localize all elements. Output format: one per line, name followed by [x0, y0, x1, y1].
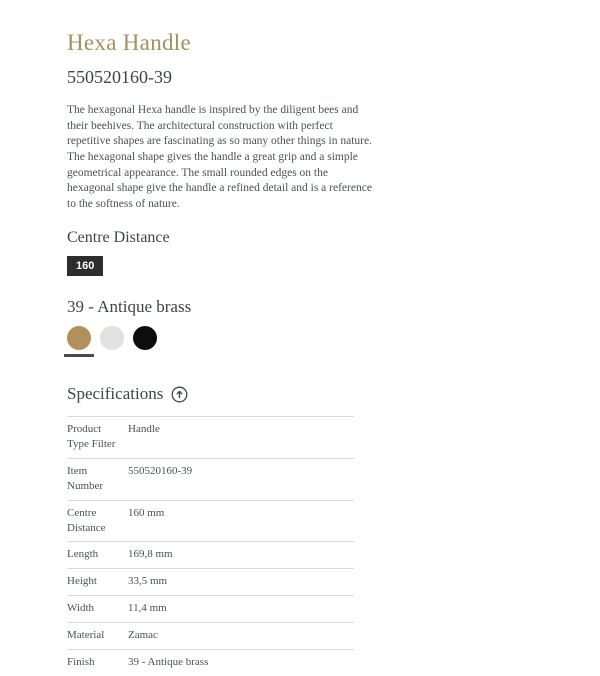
- table-row: [67, 622, 354, 649]
- spec-value: 39 - Antique brass: [128, 655, 209, 668]
- spec-label: Finish: [67, 655, 95, 668]
- swatch-off-white-circle: [100, 326, 124, 350]
- spec-value: Zamac: [128, 628, 158, 641]
- spec-value: 33,5 mm: [128, 575, 168, 588]
- specifications-heading-label: Specifications: [67, 384, 164, 404]
- spec-label: Centre Distance: [67, 506, 106, 534]
- table-row: [67, 500, 354, 542]
- specifications-toggle[interactable]: [67, 384, 354, 404]
- finish-heading: 39 - Antique brass: [67, 297, 192, 317]
- swatch-off-white[interactable]: [100, 326, 124, 357]
- product-number: 550520160-39: [67, 67, 172, 87]
- table-row: [67, 541, 354, 568]
- product-title: Hexa Handle: [67, 30, 191, 55]
- table-row: [67, 595, 354, 622]
- finish-swatch-row: [67, 326, 390, 357]
- spec-label: Length: [67, 548, 99, 561]
- spec-label: Item Number: [67, 465, 104, 492]
- product-description: The hexagonal Hexa handle is inspired by the diligent bees and their beehives. The architectural construction with perfect repetitive shapes are fascinating as so many other things in nature. The hexagonal shape gives the handle a great grip and a simple geometrical appearance. The small rounded edges on the hexagonal shape give the handle a refined detail and is a reference to the softness of nature.: [67, 104, 372, 210]
- table-row: [67, 568, 354, 595]
- spec-value: 160 mm: [128, 506, 165, 519]
- centre-distance-option-160[interactable]: 160: [67, 256, 103, 276]
- spec-label: Width: [67, 602, 95, 615]
- spec-value: Handle: [128, 423, 160, 436]
- centre-distance-heading: Centre Distance: [67, 229, 170, 247]
- spec-label: Product Type Filter: [67, 423, 116, 451]
- spec-label: Material: [67, 628, 105, 641]
- swatch-antique-brass-circle: [67, 326, 91, 350]
- spec-value: 169,8 mm: [128, 548, 173, 561]
- swatch-antique-brass[interactable]: [64, 326, 94, 357]
- arrow-up-circle-icon: [171, 386, 188, 403]
- table-row: [67, 649, 354, 676]
- spec-value: 11,4 mm: [128, 602, 167, 615]
- swatch-black-circle: [133, 326, 157, 350]
- table-row: [67, 458, 354, 500]
- table-row: [67, 416, 354, 458]
- specifications-table: [67, 416, 354, 675]
- swatch-black[interactable]: [133, 326, 157, 357]
- spec-value: 550520160-39: [128, 465, 193, 478]
- spec-label: Height: [67, 575, 97, 588]
